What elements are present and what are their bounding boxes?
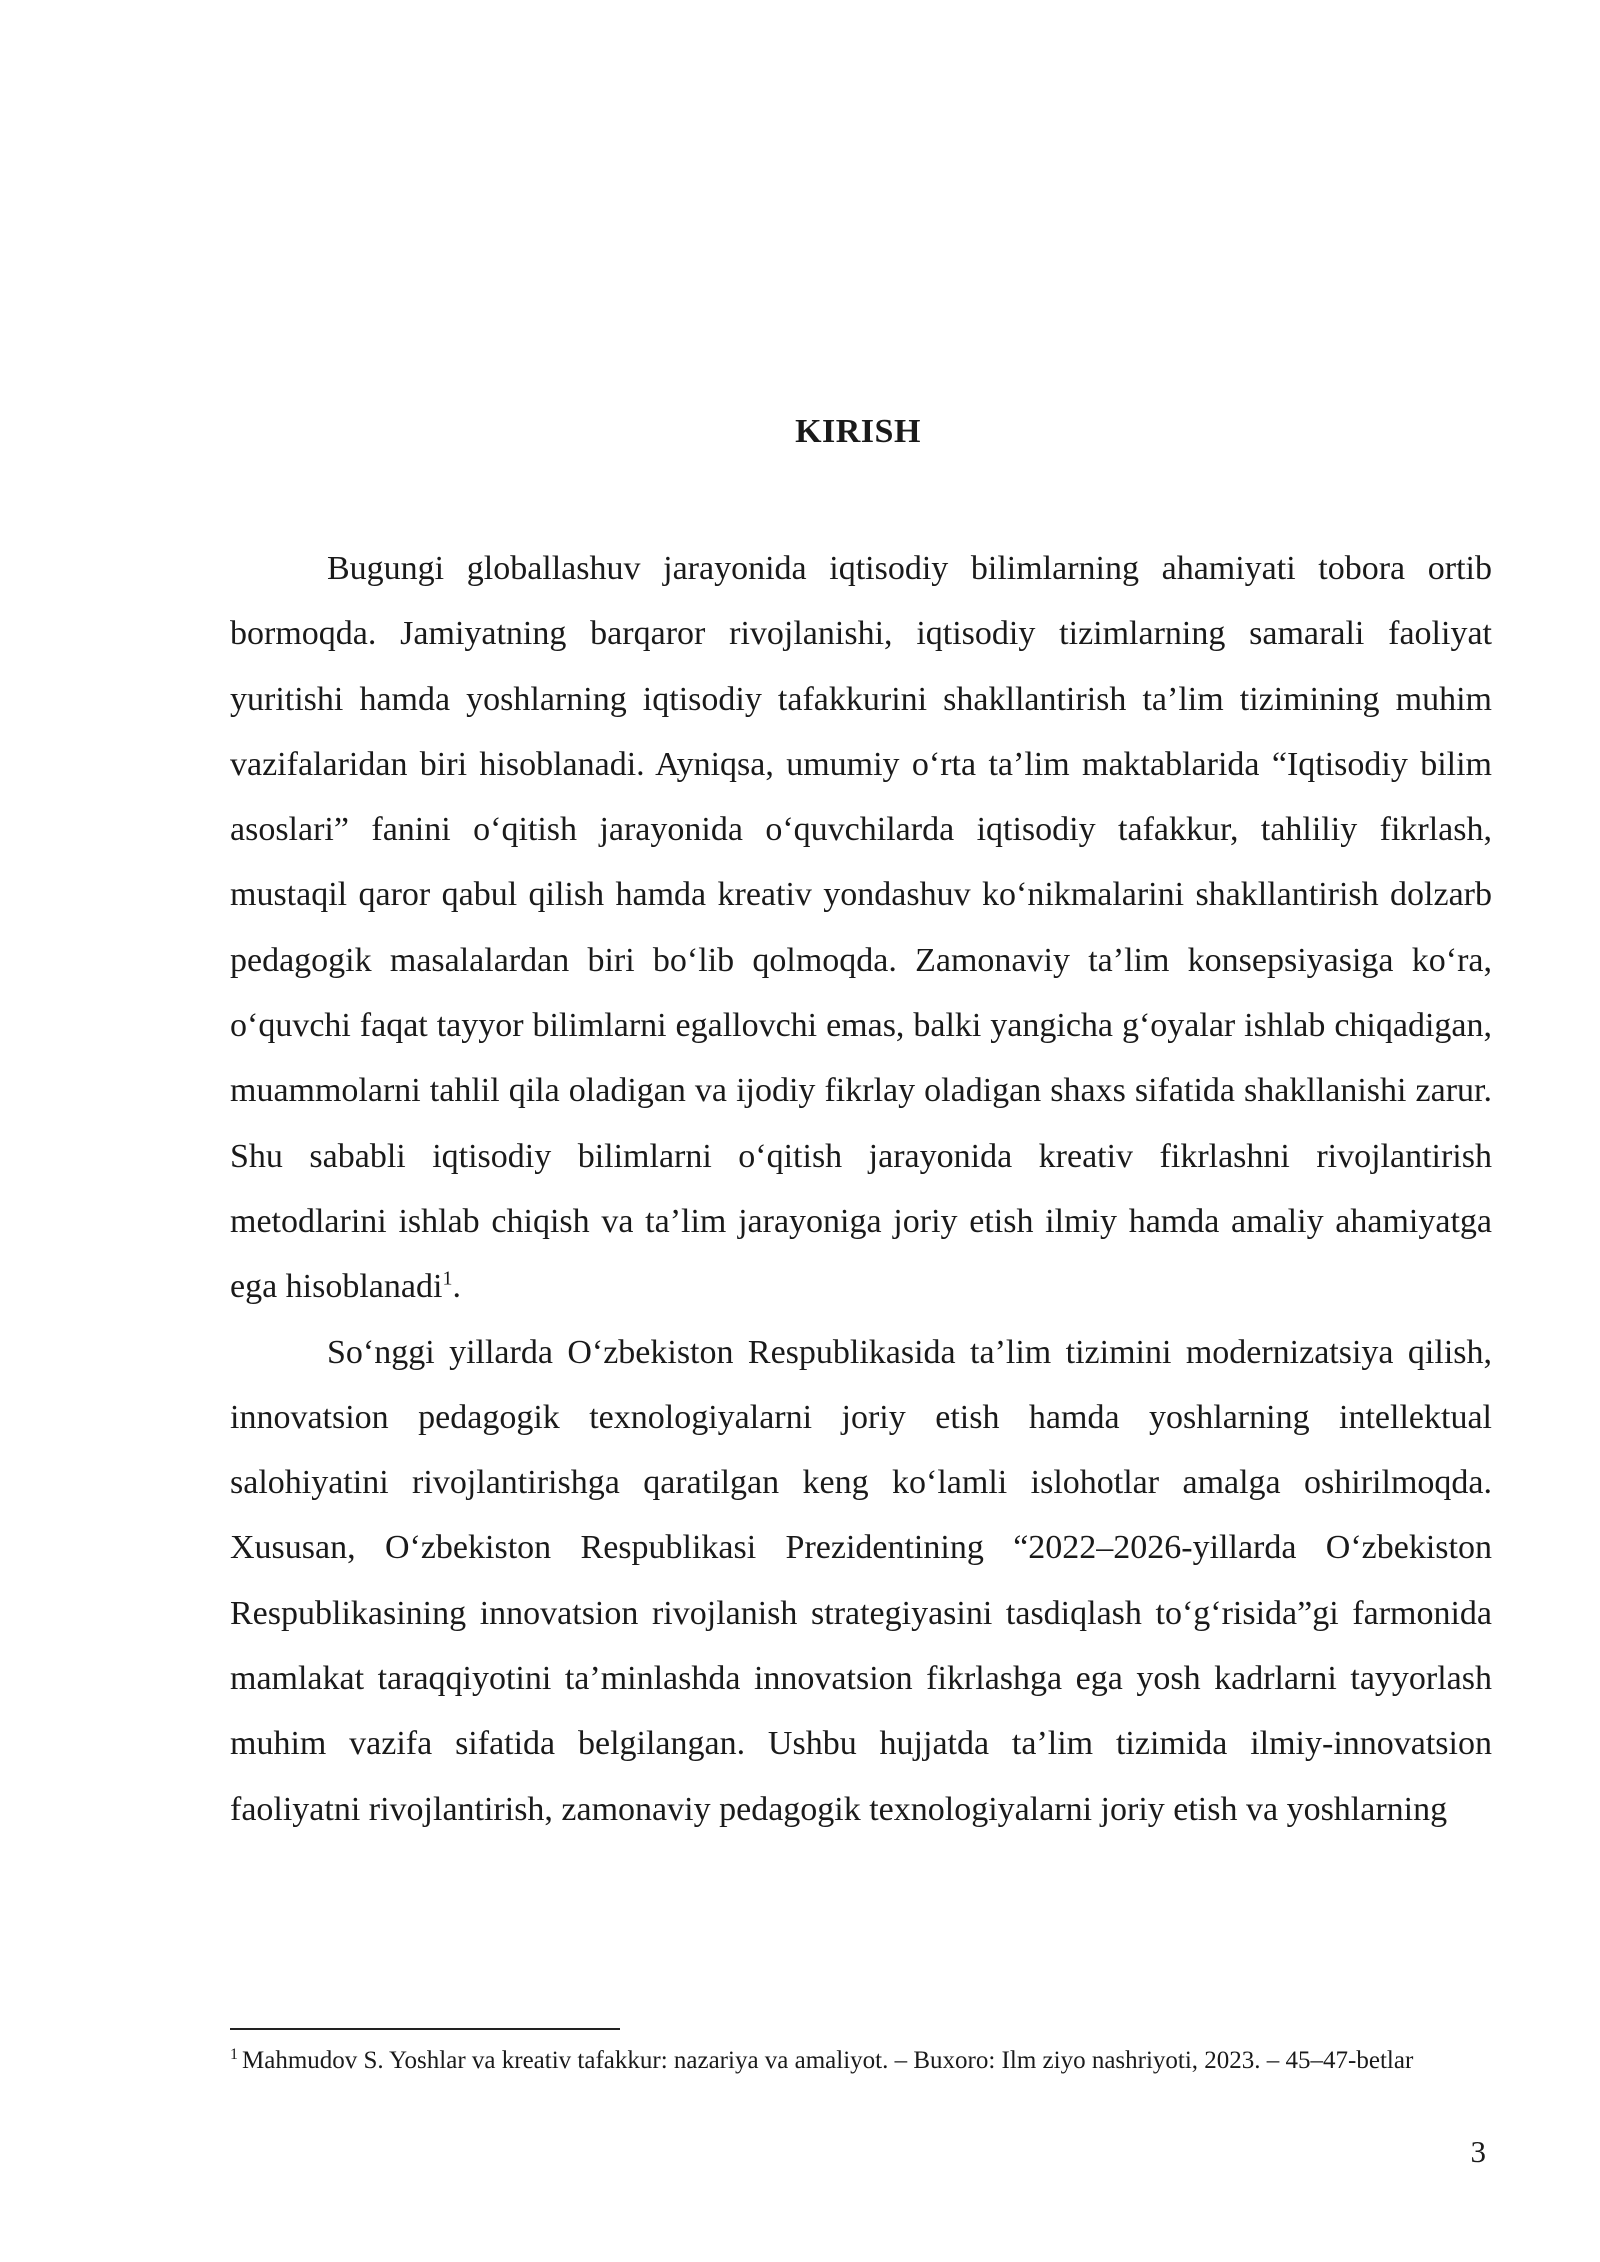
paragraph-1-end: . (452, 1268, 461, 1306)
paragraph-1-text: Bugungi globallashuv jarayonida iqtisodiy bilimlarning ahamiyati tobora ortib bormoqda. Jamiyatning barqaror rivojlanishi, iqtisodiy tizimlarning samarali faoliyat yuritishi hamda yoshlarning iqtisodiy tafakkurini shakllantirish ta’lim tizimining muhim vazifalaridan biri hisoblanadi. Ayniqsa, umumiy o‘rta ta’lim maktablarida “Iqtisodiy bilim asoslari” fanini o‘qitish jarayonida o‘quvchilarda iqtisodiy tafakkur, tahliliy fikrlash, mustaqil qaror qabul qilish hamda kreativ yondashuv ko‘nikmalarini shakllantirish dolzarb pedagogik masalalardan biri bo‘lib qolmoqda. Zamonaviy ta’lim konsepsiyasiga ko‘ra, o‘quvchi faqat tayyor bilimlarni egallovchi emas, balki yangicha g‘oyalar ishlab chiqadigan, muammolarni tahlil qila oladigan va ijodiy fikrlay oladigan shaxs sifatida shakllanishi zarur. Shu sababli iqtisodiy bilimlarni o‘qitish jarayonida kreativ fikrlashni rivojlantirish metodlarini ishlab chiqish va ta’lim jarayoniga joriy etish ilmiy hamda amaliy ahamiyatga ega hisoblanadi (230, 550, 1492, 1306)
section-heading: KIRISH (795, 413, 921, 450)
page-number: 3 (1470, 2134, 1486, 2169)
paragraph-1 (230, 536, 1492, 1320)
footnote (230, 2044, 1492, 2078)
footnote-reference[interactable]: 1 (442, 1267, 453, 1290)
paragraph-2 (230, 1320, 1492, 1842)
footnote-text: Mahmudov S. Yoshlar va kreativ tafakkur: nazariya va amaliyot. – Buxoro: Ilm ziyo nashriyoti, 2023. – 45–47-betlar (242, 2047, 1414, 2074)
paragraph-2-text: So‘nggi yillarda O‘zbekiston Respublikasida ta’lim tizimini modernizatsiya qilish, innovatsion pedagogik texnologiyalarni joriy etish hamda yoshlarning intellektual salohiyatini rivojlantirishga qaratilgan keng ko‘lamli islohotlar amalga oshirilmoqda. Xususan, O‘zbekiston Respublikasi Prezidentining “2022–2026-yillarda O‘zbekiston Respublikasining innovatsion rivojlanish strategiyasini tasdiqlash to‘g‘risida”gi farmonida mamlakat taraqqiyotini ta’minlashda innovatsion fikrlashga ega yosh kadrlarni tayyorlash muhim vazifa sifatida belgilangan. Ushbu hujjatda ta’lim tizimida ilmiy-innovatsion faoliyatni rivojlantirish, zamonaviy pedagogik texnologiyalarni joriy etish va yoshlarning (230, 1333, 1492, 1828)
footnote-number: 1 (230, 2045, 238, 2063)
body-text (230, 536, 1492, 1842)
footnote-separator (230, 2028, 620, 2030)
